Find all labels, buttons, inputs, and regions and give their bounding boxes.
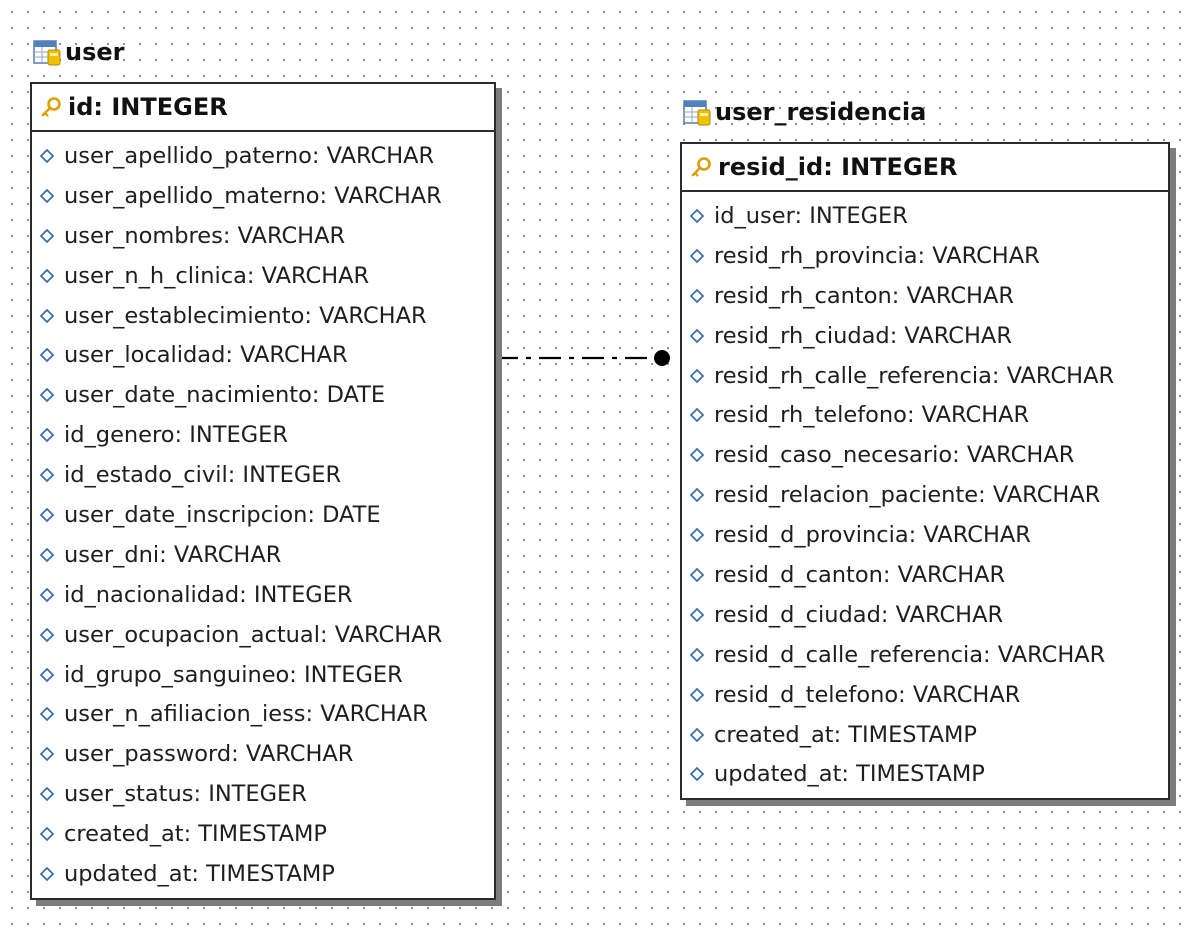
field-row[interactable] — [32, 296, 494, 336]
field-label: id_nacionalidad: INTEGER — [64, 581, 353, 608]
field-label: user_date_nacimiento: DATE — [64, 382, 386, 409]
field-label: created_at: TIMESTAMP — [64, 821, 327, 848]
entity-box-user[interactable] — [30, 82, 496, 900]
field-label: resid_d_canton: VARCHAR — [714, 561, 1006, 588]
field-label: id_grupo_sanguineo: INTEGER — [64, 661, 403, 688]
field-row[interactable] — [682, 515, 1168, 555]
field-row[interactable] — [32, 615, 494, 655]
entity-title-user-residencia[interactable] — [683, 98, 926, 126]
field-label: resid_rh_calle_referencia: VARCHAR — [714, 362, 1115, 389]
field-label: updated_at: TIMESTAMP — [714, 761, 985, 788]
field-label: resid_rh_provincia: VARCHAR — [714, 242, 1040, 269]
field-label: id_user: INTEGER — [714, 202, 908, 229]
field-row[interactable] — [682, 196, 1168, 236]
field-label: resid_rh_ciudad: VARCHAR — [714, 322, 1012, 349]
diamond-icon — [690, 488, 704, 502]
diamond-icon — [690, 289, 704, 303]
table-icon — [33, 38, 61, 66]
field-row[interactable] — [682, 236, 1168, 276]
field-row[interactable] — [32, 694, 494, 734]
field-row[interactable] — [682, 395, 1168, 435]
field-row[interactable] — [682, 595, 1168, 635]
field-label: user_apellido_materno: VARCHAR — [64, 182, 442, 209]
diamond-icon — [690, 688, 704, 702]
diamond-icon — [690, 448, 704, 462]
diamond-icon — [40, 867, 54, 881]
field-row[interactable] — [32, 335, 494, 375]
diamond-icon — [690, 528, 704, 542]
diamond-icon — [690, 209, 704, 223]
field-row[interactable] — [32, 256, 494, 296]
field-label: user_nombres: VARCHAR — [64, 222, 346, 249]
field-label: user_n_h_clinica: VARCHAR — [64, 262, 370, 289]
diamond-icon — [40, 348, 54, 362]
diamond-icon — [40, 269, 54, 283]
field-list-user-residencia — [682, 192, 1168, 794]
diamond-icon — [690, 767, 704, 781]
field-row[interactable] — [682, 715, 1168, 755]
field-row[interactable] — [32, 176, 494, 216]
diamond-icon — [690, 249, 704, 263]
diamond-icon — [690, 568, 704, 582]
field-row[interactable] — [32, 774, 494, 814]
field-label: user_dni: VARCHAR — [64, 541, 282, 568]
key-icon — [690, 156, 712, 178]
field-row[interactable] — [32, 734, 494, 774]
field-row[interactable] — [32, 216, 494, 256]
diamond-icon — [40, 747, 54, 761]
field-row[interactable] — [682, 475, 1168, 515]
diamond-icon — [690, 329, 704, 343]
primary-key-row-user-residencia[interactable] — [682, 144, 1168, 192]
diamond-icon — [690, 408, 704, 422]
field-row[interactable] — [32, 814, 494, 854]
field-row[interactable] — [32, 655, 494, 695]
diamond-icon — [40, 628, 54, 642]
diamond-icon — [690, 369, 704, 383]
diamond-icon — [40, 428, 54, 442]
field-label: user_password: VARCHAR — [64, 741, 354, 768]
field-row[interactable] — [32, 495, 494, 535]
diamond-icon — [40, 309, 54, 323]
table-icon — [683, 98, 711, 126]
field-row[interactable] — [32, 455, 494, 495]
primary-key-label: id: INTEGER — [68, 93, 228, 121]
diamond-icon — [40, 508, 54, 522]
diamond-icon — [40, 548, 54, 562]
diamond-icon — [690, 608, 704, 622]
diamond-icon — [40, 827, 54, 841]
field-row[interactable] — [32, 415, 494, 455]
field-label: resid_d_provincia: VARCHAR — [714, 522, 1031, 549]
diamond-icon — [40, 388, 54, 402]
key-icon — [40, 96, 62, 118]
diamond-icon — [40, 189, 54, 203]
field-label: resid_d_telefono: VARCHAR — [714, 681, 1021, 708]
entity-name-user: user — [65, 38, 125, 66]
diamond-icon — [40, 468, 54, 482]
field-label: resid_rh_canton: VARCHAR — [714, 282, 1014, 309]
diamond-icon — [40, 787, 54, 801]
field-label: id_estado_civil: INTEGER — [64, 462, 342, 489]
field-label: user_n_afiliacion_iess: VARCHAR — [64, 701, 428, 728]
diamond-icon — [40, 149, 54, 163]
primary-key-row-user[interactable] — [32, 84, 494, 132]
diamond-icon — [40, 668, 54, 682]
diamond-icon — [690, 728, 704, 742]
field-label: created_at: TIMESTAMP — [714, 721, 977, 748]
field-row[interactable] — [32, 375, 494, 415]
primary-key-label: resid_id: INTEGER — [718, 153, 958, 181]
relationship-endpoint-dot — [654, 350, 670, 366]
entity-name-user-residencia: user_residencia — [715, 98, 927, 126]
field-row[interactable] — [32, 854, 494, 894]
entity-title-user[interactable] — [33, 38, 124, 66]
field-label: resid_d_calle_referencia: VARCHAR — [714, 641, 1106, 668]
diamond-icon — [690, 648, 704, 662]
field-label: user_establecimiento: VARCHAR — [64, 302, 427, 329]
field-row[interactable] — [682, 635, 1168, 675]
field-label: resid_relacion_paciente: VARCHAR — [714, 482, 1101, 509]
field-row[interactable] — [32, 136, 494, 176]
field-row[interactable] — [682, 555, 1168, 595]
field-row[interactable] — [682, 754, 1168, 794]
field-label: id_genero: INTEGER — [64, 422, 288, 449]
field-label: resid_rh_telefono: VARCHAR — [714, 402, 1030, 429]
field-label: updated_at: TIMESTAMP — [64, 860, 335, 887]
diamond-icon — [40, 229, 54, 243]
field-label: user_apellido_paterno: VARCHAR — [64, 142, 435, 169]
field-row[interactable] — [32, 535, 494, 575]
field-label: resid_caso_necesario: VARCHAR — [714, 442, 1075, 469]
diamond-icon — [40, 588, 54, 602]
field-label: user_localidad: VARCHAR — [64, 342, 348, 369]
field-row[interactable] — [682, 675, 1168, 715]
field-row[interactable] — [682, 276, 1168, 316]
field-label: user_date_inscripcion: DATE — [64, 501, 381, 528]
field-row[interactable] — [682, 435, 1168, 475]
field-list-user — [32, 132, 494, 894]
field-row[interactable] — [682, 316, 1168, 356]
field-row[interactable] — [32, 575, 494, 615]
diamond-icon — [40, 707, 54, 721]
field-label: user_ocupacion_actual: VARCHAR — [64, 621, 443, 648]
entity-box-user-residencia[interactable] — [680, 142, 1170, 800]
field-label: user_status: INTEGER — [64, 781, 307, 808]
field-label: resid_d_ciudad: VARCHAR — [714, 601, 1004, 628]
field-row[interactable] — [682, 356, 1168, 396]
